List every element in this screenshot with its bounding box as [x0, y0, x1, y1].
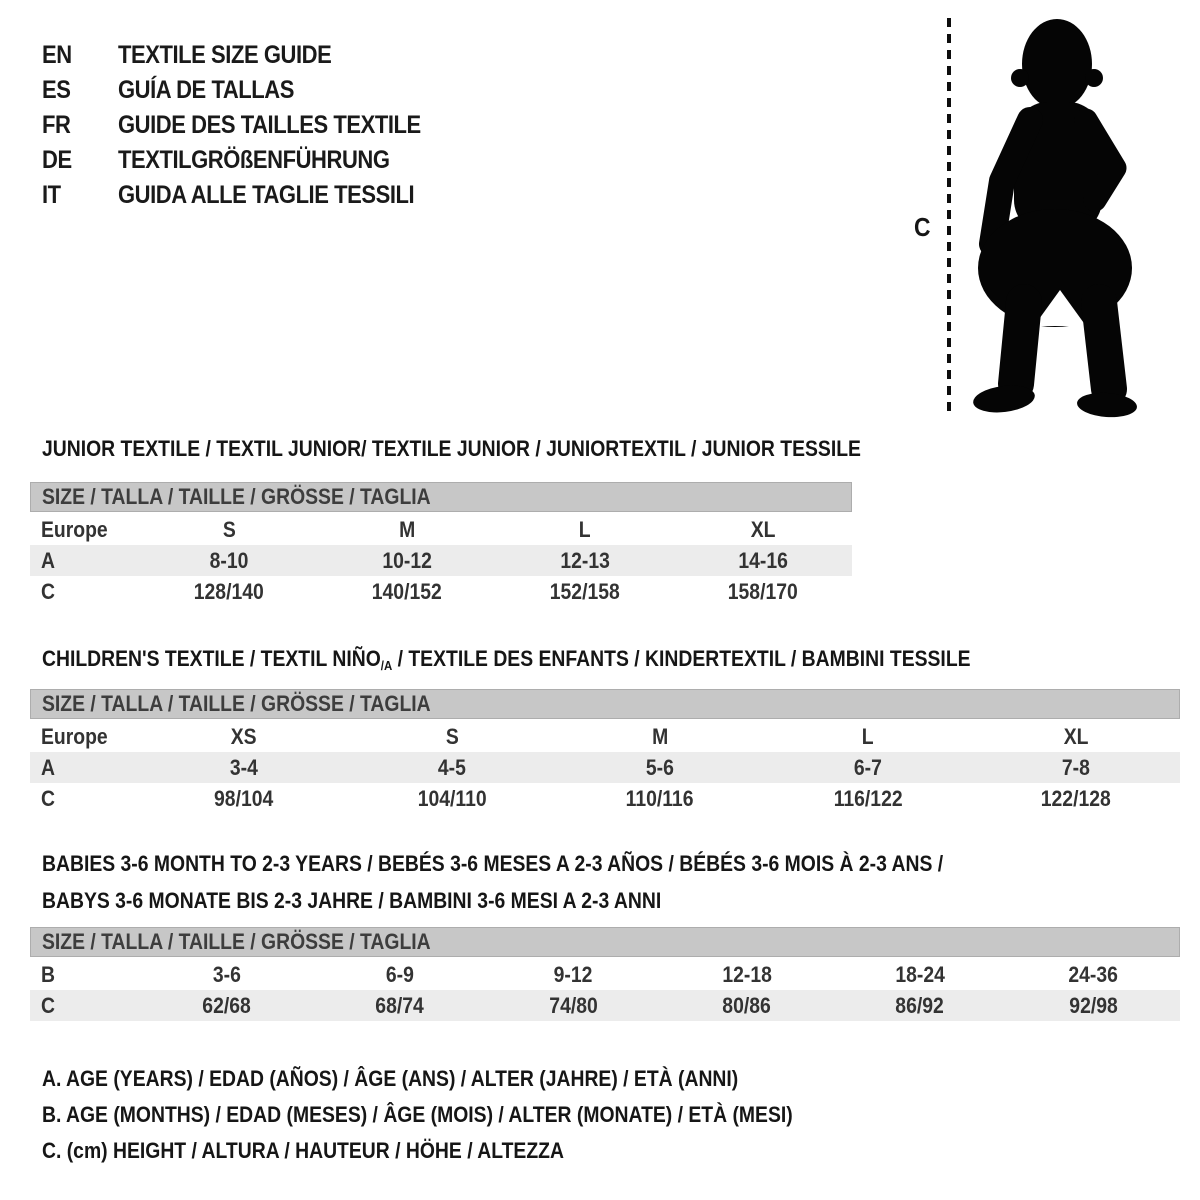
section-title-line: BABIES 3-6 MONTH TO 2-3 YEARS / BEBÉS 3-6 MESES A 2-3 AÑOS / BÉBÉS 3-6 MOIS À 2-3 ANS /: [42, 851, 944, 876]
table-cell: 8-10: [209, 547, 249, 573]
language-row: [42, 178, 462, 213]
table-cell: 5-6: [646, 754, 674, 780]
language-code: DE: [42, 146, 72, 174]
table-row: [30, 514, 852, 545]
table-row: [30, 545, 852, 576]
language-code: ES: [42, 76, 71, 104]
size-header-label: SIZE / TALLA / TAILLE / GRÖSSE / TAGLIA: [42, 929, 431, 954]
table-cell: L: [579, 516, 591, 542]
section-title-line: CHILDREN'S TEXTILE / TEXTIL NIÑO/A / TEXTILE DES ENFANTS / KINDERTEXTIL / BAMBINI TESSILE: [42, 646, 971, 673]
table-cell: 116/122: [833, 785, 903, 811]
table-cell: 152/158: [550, 578, 620, 604]
table-cell: 24-36: [1068, 961, 1119, 987]
section-title-line: JUNIOR TEXTILE / TEXTIL JUNIOR/ TEXTILE JUNIOR / JUNIORTEXTIL / JUNIOR TESSILE: [42, 436, 861, 461]
size-table: [30, 689, 1180, 814]
table-row: [30, 721, 1180, 752]
table-cell: 158/170: [728, 578, 798, 604]
language-row: [42, 73, 462, 108]
table-cell: 62/68: [202, 992, 251, 1018]
table-cell: 104/110: [417, 785, 487, 811]
table-cell: 9-12: [553, 961, 593, 987]
table-cell: XS: [231, 723, 257, 749]
table-cell: XL: [750, 516, 776, 542]
table-row: [30, 576, 852, 607]
table-cell: 6-9: [386, 961, 414, 987]
table-cell: 92/98: [1069, 992, 1118, 1018]
measure-c-label: C: [914, 212, 931, 242]
table-cell: 122/128: [1041, 785, 1111, 811]
language-title: GUIDE DES TAILLES TEXTILE: [118, 111, 421, 139]
table-cell: 14-16: [738, 547, 788, 573]
language-title: TEXTILE SIZE GUIDE: [118, 41, 332, 69]
language-code: IT: [42, 181, 61, 209]
table-cell: S: [445, 723, 459, 749]
table-cell: 4-5: [438, 754, 466, 780]
table-cell: 7-8: [1062, 754, 1090, 780]
language-title: GUÍA DE TALLAS: [118, 76, 294, 104]
legend-line: A. AGE (YEARS) / EDAD (AÑOS) / ÂGE (ANS) / ALTER (JAHRE) / ETÀ (ANNI): [42, 1066, 739, 1091]
legend: [42, 1064, 895, 1172]
table-cell: 6-7: [854, 754, 882, 780]
table-cell: 12-13: [560, 547, 610, 573]
legend-line: B. AGE (MONTHS) / EDAD (MESES) / ÂGE (MOIS) / ALTER (MONATE) / ETÀ (MESI): [42, 1102, 793, 1127]
size-header-label: SIZE / TALLA / TAILLE / GRÖSSE / TAGLIA: [42, 484, 431, 509]
table-cell: S: [222, 516, 236, 542]
size-table: [30, 482, 852, 607]
table-cell: 3-4: [230, 754, 258, 780]
table-cell: 98/104: [214, 785, 274, 811]
size-header-bar: [30, 689, 1180, 719]
table-cell: 12-18: [721, 961, 772, 987]
size-header-bar: [30, 482, 852, 512]
section-title: [42, 849, 1066, 923]
table-row: [30, 752, 1180, 783]
size-header-label: SIZE / TALLA / TAILLE / GRÖSSE / TAGLIA: [42, 691, 431, 716]
row-label: C: [41, 785, 55, 811]
table-row: [30, 959, 1180, 990]
table-cell: 68/74: [375, 992, 425, 1018]
toddler-silhouette-icon: [962, 14, 1152, 420]
table-cell: 86/92: [895, 992, 945, 1018]
language-row: [42, 143, 462, 178]
row-label: A: [41, 547, 55, 573]
language-row: [42, 38, 462, 73]
size-header-bar: [30, 927, 1180, 957]
table-cell: 110/116: [626, 785, 694, 811]
row-label: B: [41, 961, 55, 987]
table-cell: 80/86: [722, 992, 771, 1018]
language-title: TEXTILGRÖßENFÜHRUNG: [118, 146, 390, 174]
table-cell: 74/80: [549, 992, 598, 1018]
legend-line: C. (cm) HEIGHT / ALTURA / HAUTEUR / HÖHE / ALTEZZA: [42, 1138, 564, 1163]
row-label: C: [41, 992, 55, 1018]
height-measure-dashed-line: [944, 16, 954, 418]
row-label: A: [41, 754, 55, 780]
row-label: C: [41, 578, 55, 604]
table-cell: 18-24: [895, 961, 945, 987]
row-label: Europe: [41, 723, 108, 749]
table-cell: L: [862, 723, 874, 749]
row-label: Europe: [41, 516, 108, 542]
table-cell: XL: [1063, 723, 1089, 749]
table-cell: M: [398, 516, 416, 542]
section-title: [42, 434, 973, 464]
table-row: [30, 990, 1180, 1021]
table-cell: M: [651, 723, 669, 749]
language-title: GUIDA ALLE TAGLIE TESSILI: [118, 181, 415, 209]
language-code: EN: [42, 41, 72, 69]
table-cell: 128/140: [194, 578, 264, 604]
table-cell: 3-6: [212, 961, 241, 987]
size-table: [30, 927, 1180, 1021]
language-row: [42, 108, 462, 143]
table-cell: 10-12: [382, 547, 432, 573]
table-cell: 140/152: [372, 578, 442, 604]
section-title-line: BABYS 3-6 MONATE BIS 2-3 JAHRE / BAMBINI 3-6 MESI A 2-3 ANNI: [42, 888, 662, 913]
table-row: [30, 783, 1180, 814]
language-code: FR: [42, 111, 71, 139]
language-list: [42, 38, 462, 213]
section-title: [42, 644, 1097, 674]
